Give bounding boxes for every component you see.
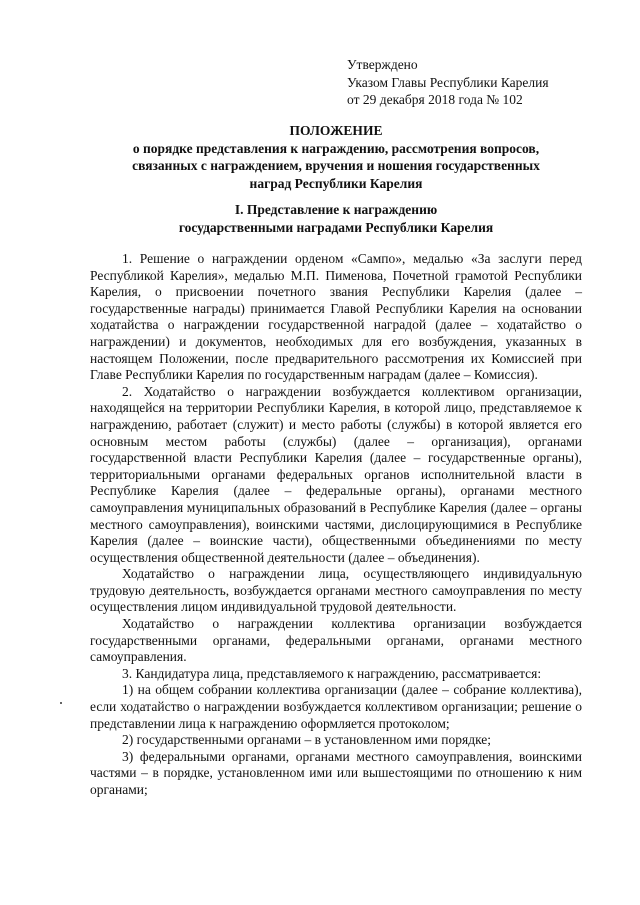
approval-line: Указом Главы Республики Карелия — [347, 74, 549, 90]
title-heading: ПОЛОЖЕНИЕ — [289, 123, 383, 138]
paragraph: 1. Решение о награждении орденом «Сампо», медалью «За заслуги перед Республикой Карелия», медалью М.П. Пименова, Почетной грамотой Республики Карелия, о присвоении почетного звания Республики Карелия (далее – государственные награды) принимается Главой Республики Карелия на основании ходатайства о награждении государственной наградой (далее – ходатайство о награждении) и документов, необходимых для его возбуждения, указанных в настоящем Положении, после предварительного рассмотрения их Комиссией при Главе Республики Карелия по государственным наградам (далее – Комиссия). — [90, 251, 582, 383]
paragraph: Ходатайство о награждении лица, осуществляющего индивидуальную трудовую деятельность, возбуждается органами местного самоуправления по месту осуществления лицом индивидуальной трудовой деятельности. — [90, 566, 582, 615]
paragraph: Ходатайство о награждении коллектива организации возбуждается государственными органами, федеральными органами, органами местного самоуправления. — [90, 616, 582, 665]
paragraph: 3) федеральными органами, органами местного самоуправления, воинскими частями – в порядке, установленном ими или вышестоящими по отношению к ним органами; — [90, 748, 582, 797]
title-line: связанных с награждением, вручения и ношения государственных — [132, 158, 540, 173]
paragraph: 1) на общем собрании коллектива организации (далее – собрание коллектива), если ходатайство о награждении возбуждается коллективом организации; решение о представлении лица к награждению оформляется протоколом; — [90, 682, 582, 731]
paragraph: 2. Ходатайство о награждении возбуждается коллективом организации, находящейся на территории Республики Карелия, в которой лицо, представляемое к награждению, работает (служит) и место работы (службы) в которой является его основным местом работы (службы) (далее – организация), органами государственной власти Республики Карелия (далее – государственные органы), территориальными органами федеральных органов исполнительной власти в Республике Карелия (далее – федеральные органы), органами местного самоуправления муниципальных образований в Республике Карелия (далее – органы местного самоуправления), воинскими частями, дислоцирующимися в Республике Карелия (далее – воинские части), общественными объединениями по месту осуществления общественной деятельности (далее – объединения). — [90, 383, 582, 565]
approval-line: от 29 декабря 2018 года № 102 — [347, 92, 523, 107]
approval-line: Утверждено — [347, 57, 418, 72]
approval-stamp — [347, 56, 549, 109]
title-line: наград Республики Карелия — [249, 175, 423, 191]
scan-speck — [60, 702, 62, 704]
section-heading-line: государственными наградами Республики Карелия — [178, 219, 494, 235]
document-body — [90, 251, 582, 799]
paragraph: 3. Кандидатура лица, представляемого к награждению, рассматривается: — [122, 665, 542, 681]
section-heading-line: I. Представление к награждению — [234, 202, 438, 217]
paragraph: 2) государственными органами – в установленном ими порядке; — [122, 732, 492, 748]
section-heading — [90, 201, 582, 236]
title-line: о порядке представления к награждению, рассмотрения вопросов, — [132, 140, 540, 156]
document-title — [90, 122, 582, 192]
